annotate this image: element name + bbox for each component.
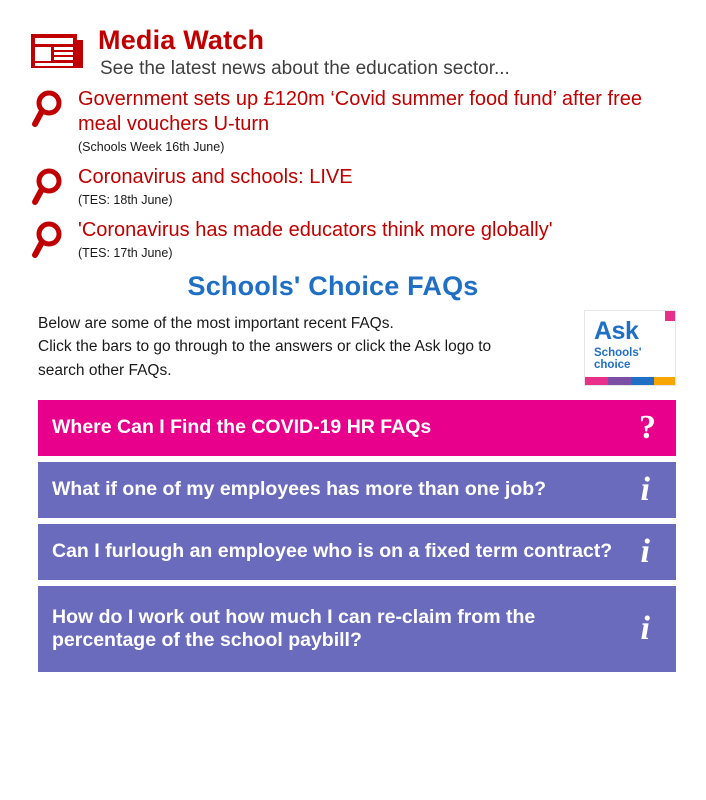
- ask-logo-bar-orange: [654, 377, 675, 385]
- news-text: [70, 218, 553, 261]
- ask-logo-subtext-line-2: choice: [594, 359, 631, 372]
- news-source: (Schools Week 16th June): [78, 140, 225, 155]
- faq-intro-row: [0, 310, 706, 386]
- media-watch-titles: [84, 18, 510, 81]
- ask-logo-bar-purple: [608, 377, 631, 385]
- ask-logo-corner: [665, 311, 675, 321]
- media-watch-header: [0, 0, 706, 81]
- faq-bar-furlough-fixed-term[interactable]: [38, 524, 676, 580]
- faq-bar-question: How do I work out how much I can re-claim from the percentage of the school paybill?: [52, 605, 536, 651]
- news-item[interactable]: [30, 165, 682, 208]
- faq-intro-line-1: Below are some of the most important recent FAQs.: [38, 315, 394, 333]
- ask-logo-subtext: [594, 347, 641, 371]
- question-mark-icon: ?: [639, 408, 656, 446]
- magnifier-icon: [30, 89, 70, 129]
- info-icon: i: [640, 532, 650, 570]
- faq-section-title: Schools' Choice FAQs: [187, 271, 479, 302]
- newspaper-icon: [30, 28, 84, 74]
- news-item[interactable]: [30, 87, 682, 155]
- faq-bar-school-paybill[interactable]: [38, 586, 676, 672]
- faq-bar-question: What if one of my employees has more than one job?: [52, 478, 547, 501]
- faq-bar-question: Can I furlough an employee who is on a fixed term contract?: [52, 540, 613, 563]
- news-headline[interactable]: Coronavirus and schools: LIVE: [78, 166, 353, 189]
- news-headline[interactable]: 'Coronavirus has made educators think more globally': [78, 219, 553, 242]
- ask-logo-word: Ask: [594, 317, 639, 346]
- ask-logo-bar-blue: [631, 377, 654, 385]
- faq-bar-list: [0, 400, 706, 672]
- faq-bar-covid-hr[interactable]: [38, 400, 676, 456]
- faq-intro-line-2: Click the bars to go through to the answers or click the Ask logo to: [38, 338, 492, 356]
- magnifier-icon: [30, 220, 70, 260]
- news-source: (TES: 17th June): [78, 246, 173, 261]
- media-watch-subtitle: See the latest news about the education sector...: [100, 58, 510, 80]
- ask-logo-bar-pink: [585, 377, 608, 385]
- ask-schools-choice-logo[interactable]: [584, 310, 676, 386]
- ask-logo-subtext-line-1: Schools': [594, 347, 642, 360]
- news-text: [70, 165, 353, 208]
- news-headline[interactable]: Government sets up £120m ‘Covid summer food fund’ after free meal vouchers U-turn: [78, 88, 642, 136]
- info-icon: i: [640, 609, 650, 647]
- news-text: [70, 87, 682, 155]
- magnifier-icon: [30, 167, 70, 207]
- news-item[interactable]: [30, 218, 682, 261]
- faq-bar-question: Where Can I Find the COVID-19 HR FAQs: [52, 416, 432, 439]
- news-source: (TES: 18th June): [78, 193, 173, 208]
- news-list: [0, 87, 706, 261]
- media-watch-title: Media Watch: [98, 25, 265, 55]
- faq-intro: [38, 310, 574, 382]
- faq-intro-line-3: search other FAQs.: [38, 361, 172, 379]
- info-icon: i: [640, 470, 650, 508]
- faq-bar-more-than-one-job[interactable]: [38, 462, 676, 518]
